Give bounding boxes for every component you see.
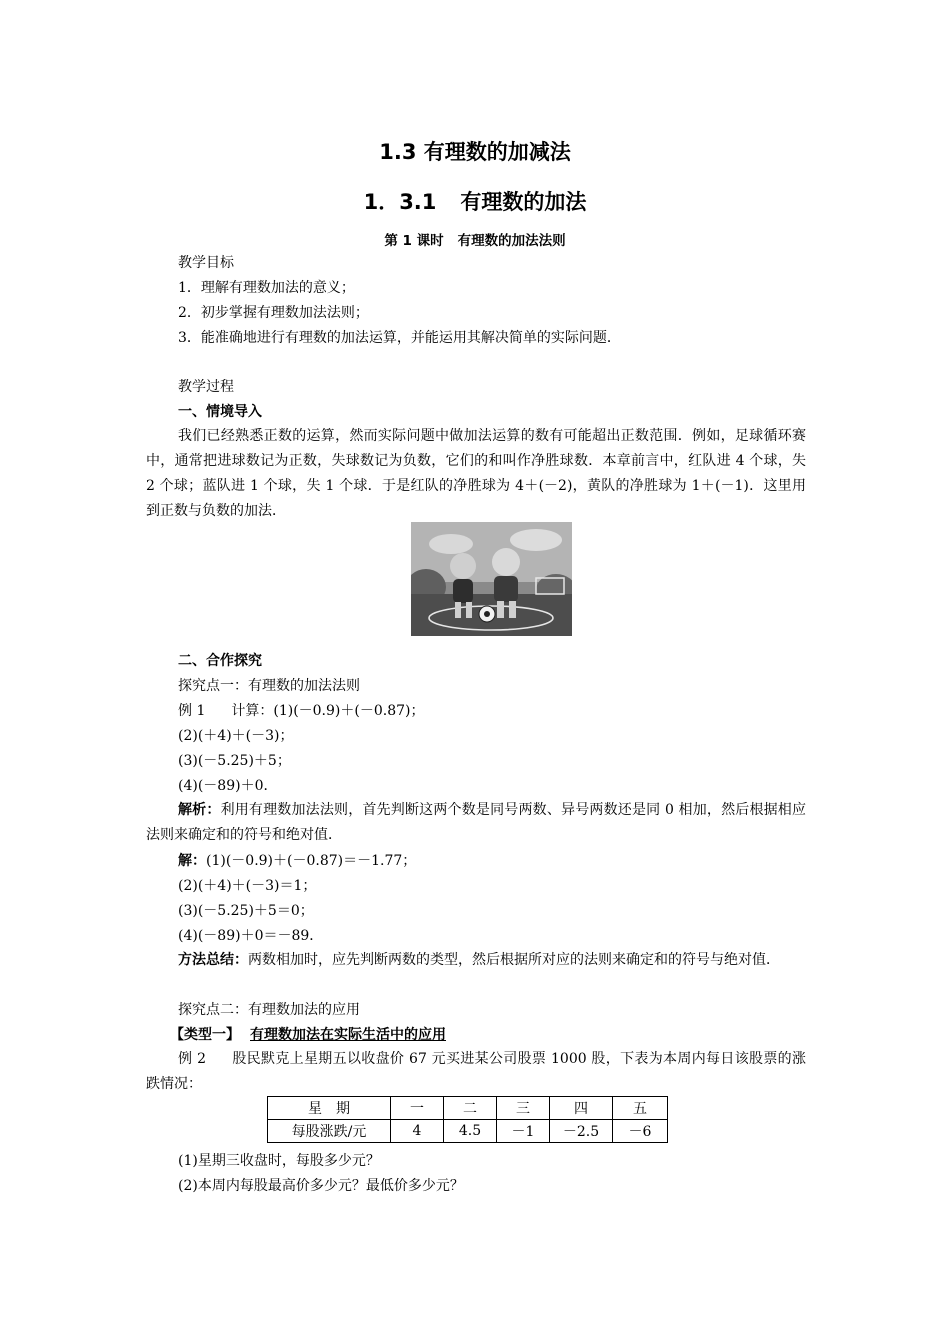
- question-item: (1)星期三收盘时，每股多少元？: [178, 1153, 380, 1169]
- method-text: 两数相加时，应先判断两数的类型，然后根据所对应的法则来确定和的符号与绝对值．: [248, 952, 780, 968]
- table-cell: －6: [613, 1120, 668, 1143]
- analysis-label: 解析：: [178, 802, 221, 818]
- part2-heading: 二、合作探究: [178, 653, 262, 669]
- table-cell: 4: [391, 1120, 444, 1143]
- solution-label: 解：: [178, 853, 206, 869]
- example-1-line: [178, 702, 424, 720]
- table-cell: 一: [391, 1097, 444, 1120]
- process-heading: 教学过程: [178, 379, 234, 395]
- solution-line: [178, 852, 416, 870]
- lesson-title: [0, 229, 950, 249]
- solution-item: (4)(－89)＋0＝－89．: [178, 928, 324, 944]
- method-label: 方法总结：: [178, 952, 248, 968]
- table-row: [268, 1120, 668, 1143]
- stock-change-table: [267, 1096, 668, 1143]
- example-1-prompt: 计算：(1)(－0.9)＋(－0.87)；: [231, 703, 425, 719]
- goal-item: 2．初步掌握有理数加法法则；: [178, 305, 369, 321]
- solution-item: (1)(－0.9)＋(－0.87)＝－1.77；: [206, 853, 417, 869]
- section-name: 有理数的加法: [460, 190, 587, 214]
- example-1-item: (3)(－5.25)＋5；: [178, 753, 291, 769]
- lesson-number: 第 1 课时: [384, 233, 444, 249]
- method-summary: [146, 948, 806, 973]
- table-cell: 三: [497, 1097, 550, 1120]
- goal-item: 1．理解有理数加法的意义；: [178, 280, 355, 296]
- part1-heading: 一、情境导入: [178, 404, 262, 420]
- table-cell: 四: [550, 1097, 613, 1120]
- goals-heading: 教学目标: [178, 255, 234, 271]
- table-cell: 每股涨跌/元: [268, 1120, 391, 1143]
- type-1-text: 有理数加法在实际生活中的应用: [250, 1027, 446, 1043]
- table-cell: 4.5: [444, 1120, 497, 1143]
- chapter-title: 1.3 有理数的加减法: [379, 140, 571, 164]
- example-2-label: 例 2: [178, 1051, 207, 1067]
- explore-point-1: 探究点一：有理数的加法法则: [178, 678, 360, 694]
- intro-paragraph: 我们已经熟悉正数的运算，然而实际问题中做加法运算的数有可能超出正数范围．例如，足球循环赛中，通常把进球数记为正数，失球数记为负数，它们的和叫作净胜球数．本章前言中，红队进 4 个球，失 2 个球；蓝队进 1 个球，失 1 个球．于是红队的净胜球为 4＋(－2)，黄队的净胜球为 1＋(－1)．这里用到正数与负数的加法．: [146, 428, 806, 519]
- example-1-label: 例 1: [178, 703, 206, 719]
- example-2-text: 股民默克上星期五以收盘价 67 元买进某公司股票 1000 股，下表为本周内每日该股票的涨跌情况：: [146, 1051, 806, 1092]
- table-cell: －2.5: [550, 1120, 613, 1143]
- section-number: 1．3.1: [363, 190, 437, 214]
- analysis-paragraph: [146, 798, 806, 848]
- table-row: [268, 1097, 668, 1120]
- table-cell: 五: [613, 1097, 668, 1120]
- analysis-text: 利用有理数加法法则，首先判断这两个数是同号两数、异号两数还是同 0 相加，然后根据相应法则来确定和的符号和绝对值．: [146, 802, 806, 843]
- table-cell: 星 期: [268, 1097, 391, 1120]
- solution-item: (2)(＋4)＋(－3)＝1；: [178, 878, 317, 894]
- lesson-name: 有理数的加法法则: [457, 233, 566, 249]
- soccer-kids-illustration: [411, 522, 572, 636]
- explore-point-2: 探究点二：有理数加法的应用: [178, 1002, 360, 1018]
- section-title: [0, 186, 950, 216]
- example-1-item: (4)(－89)＋0．: [178, 778, 278, 794]
- solution-item: (3)(－5.25)＋5＝0；: [178, 903, 314, 919]
- example-2-paragraph: [146, 1047, 806, 1097]
- type-1-label: 【类型一】: [170, 1027, 240, 1043]
- table-cell: 二: [444, 1097, 497, 1120]
- question-item: (2)本周内每股最高价多少元？最低价多少元？: [178, 1178, 464, 1194]
- example-1-item: (2)(＋4)＋(－3)；: [178, 728, 294, 744]
- type-1-heading: [170, 1026, 446, 1044]
- table-cell: －1: [497, 1120, 550, 1143]
- goal-item: 3．能准确地进行有理数的加法运算，并能运用其解决简单的实际问题．: [178, 330, 621, 346]
